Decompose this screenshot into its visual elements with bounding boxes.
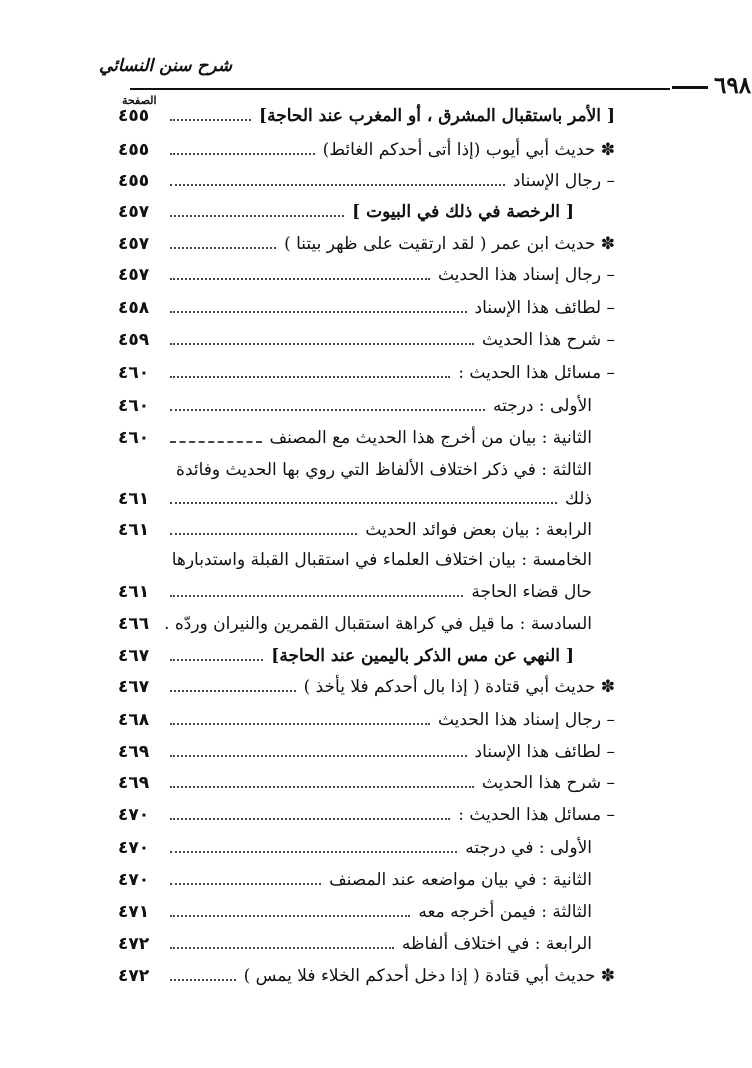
entry-title: – رجال الإسناد (512, 171, 615, 191)
leader-dots (170, 533, 357, 535)
entry-page: ٤٥٥ (118, 171, 150, 191)
toc-entry (0, 614, 752, 644)
toc-entry (0, 428, 752, 458)
toc-entry (0, 773, 752, 803)
leader-dots (170, 659, 263, 661)
entry-title: ✽ حديث أبي أيوب (إذا أتى أحدكم الغائط) (322, 140, 615, 160)
toc-entry (0, 489, 752, 519)
entry-title: الخامسة : بيان اختلاف العلماء في استقبال القبلة واستدبارها (171, 550, 592, 570)
leader-dots (170, 441, 262, 443)
entry-page: ٤٥٧ (118, 202, 150, 222)
entry-page: ٤٦١ (118, 582, 150, 602)
toc-entry (0, 363, 752, 393)
leader-dots (170, 786, 474, 788)
entry-page: ٤٥٥ (118, 140, 150, 160)
book-title: شرح سنن النسائي (98, 56, 232, 76)
toc-entry (0, 742, 752, 772)
entry-title: – لطائف هذا الإسناد (474, 742, 615, 762)
leader-dots (170, 343, 474, 345)
leader-dots (170, 947, 394, 949)
toc-entry (0, 396, 752, 426)
entry-page: ٤٦٧ (118, 646, 150, 666)
entry-page: ٤٧١ (118, 902, 150, 922)
entry-page: ٤٦٦ (118, 614, 150, 634)
toc-entry (0, 805, 752, 835)
entry-page: ٤٦١ (118, 489, 150, 509)
leader-dots (170, 883, 321, 885)
entry-title: – رجال إسناد هذا الحديث (437, 265, 615, 285)
leader-dots (170, 409, 485, 411)
entry-title: [ الأمر باستقبال المشرق ، أو المغرب عند الحاجة] (259, 106, 615, 126)
entry-page: ٤٥٧ (118, 234, 150, 254)
toc-entry (0, 234, 752, 264)
entry-title: ✽ حديث ابن عمر ( لقد ارتقيت على ظهر بيتنا ) (284, 234, 615, 254)
toc-entry (0, 838, 752, 868)
entry-page: ٤٦٩ (118, 742, 150, 762)
entry-title: حال قضاء الحاجة (471, 582, 592, 602)
leader-dots (170, 690, 296, 692)
leader-dots (170, 851, 457, 853)
entry-title: – شرح هذا الحديث (481, 330, 615, 350)
entry-title: الثالثة : في ذكر اختلاف الألفاظ التي روي بها الحديث وفائدة (176, 460, 592, 480)
leader-dots (170, 184, 505, 186)
toc-entry (0, 330, 752, 360)
entry-title: [ النهي عن مس الذكر باليمين عند الحاجة] (271, 646, 574, 666)
entry-page: ٤٧٢ (118, 966, 150, 986)
entry-title: ✽ حديث أبي قتادة ( إذا بال أحدكم فلا يأخذ ) (303, 677, 615, 697)
entry-page: ٤٥٥ (118, 106, 150, 126)
toc-entry (0, 520, 752, 550)
entry-page: ٤٦١ (118, 520, 150, 540)
leader-dots (170, 755, 467, 757)
entry-page: ٤٦٠ (118, 428, 150, 448)
entry-title: الرابعة : بيان بعض فوائد الحديث (365, 520, 592, 540)
toc-entry (0, 710, 752, 740)
entry-page: ٤٧٠ (118, 805, 150, 825)
entry-title: الرابعة : في اختلاف ألفاظه (401, 934, 592, 954)
entry-title: الأولى : درجته (492, 396, 592, 416)
page-column-label: الصفحة (122, 94, 157, 107)
leader-dots (170, 915, 410, 917)
leader-dots (170, 311, 467, 313)
leader-dots (170, 153, 315, 155)
leader-dots (170, 119, 251, 121)
entry-title: – مسائل هذا الحديث : (458, 805, 615, 825)
entry-page: ٤٦٨ (118, 710, 150, 730)
leader-dots (170, 979, 236, 981)
entry-title: الأولى : في درجته (465, 838, 592, 858)
toc-entry (0, 582, 752, 612)
entry-page: ٤٧٠ (118, 870, 150, 890)
entry-title: ذلك (564, 489, 592, 509)
entry-page: ٤٦٧ (118, 677, 150, 697)
entry-page: ٤٦٩ (118, 773, 150, 793)
toc-entry (0, 966, 752, 996)
leader-dots (170, 818, 450, 820)
toc-entry (0, 140, 752, 170)
leader-dots (170, 595, 463, 597)
toc-entry (0, 202, 752, 232)
leader-dots (170, 278, 430, 280)
toc-entry (0, 550, 752, 580)
leader-dots (170, 376, 450, 378)
entry-page: ٤٥٩ (118, 330, 150, 350)
toc-entry (0, 677, 752, 707)
toc-entry (0, 934, 752, 964)
toc-entry (0, 298, 752, 328)
entry-title: الثانية : في بيان مواضعه عند المصنف (329, 870, 592, 890)
entry-title: – لطائف هذا الإسناد (474, 298, 615, 318)
toc-entry (0, 870, 752, 900)
entry-title: – شرح هذا الحديث (481, 773, 615, 793)
entry-title: – مسائل هذا الحديث : (458, 363, 615, 383)
leader-dots (170, 247, 276, 249)
leader-dots (170, 215, 344, 217)
entry-title: الثانية : بيان من أخرج هذا الحديث مع المصنف (269, 428, 592, 448)
entry-page: ٤٧٠ (118, 838, 150, 858)
toc-entry (0, 106, 752, 136)
toc-entry (0, 171, 752, 201)
entry-title: – رجال إسناد هذا الحديث (437, 710, 615, 730)
leader-dots (170, 723, 430, 725)
page-number: ٦٩٨ (672, 72, 751, 99)
entry-title: [ الرخصة في ذلك في البيوت ] (352, 202, 574, 222)
entry-page: ٤٦٠ (118, 363, 150, 383)
entry-title: الثالثة : فيمن أخرجه معه (418, 902, 592, 922)
entry-title: السادسة : ما قيل في كراهة استقبال القمرين والنيران وردّه . (164, 614, 592, 634)
entry-page: ٤٧٢ (118, 934, 150, 954)
entry-page: ٤٦٠ (118, 396, 150, 416)
entry-page: ٤٥٧ (118, 265, 150, 285)
toc-entry (0, 902, 752, 932)
entry-title: ✽ حديث أبي قتادة ( إذا دخل أحدكم الخلاء فلا يمس ) (243, 966, 615, 986)
toc-entry (0, 460, 752, 490)
entry-page: ٤٥٨ (118, 298, 150, 318)
leader-dots (170, 502, 557, 504)
toc-entry (0, 265, 752, 295)
toc-entry (0, 646, 752, 676)
